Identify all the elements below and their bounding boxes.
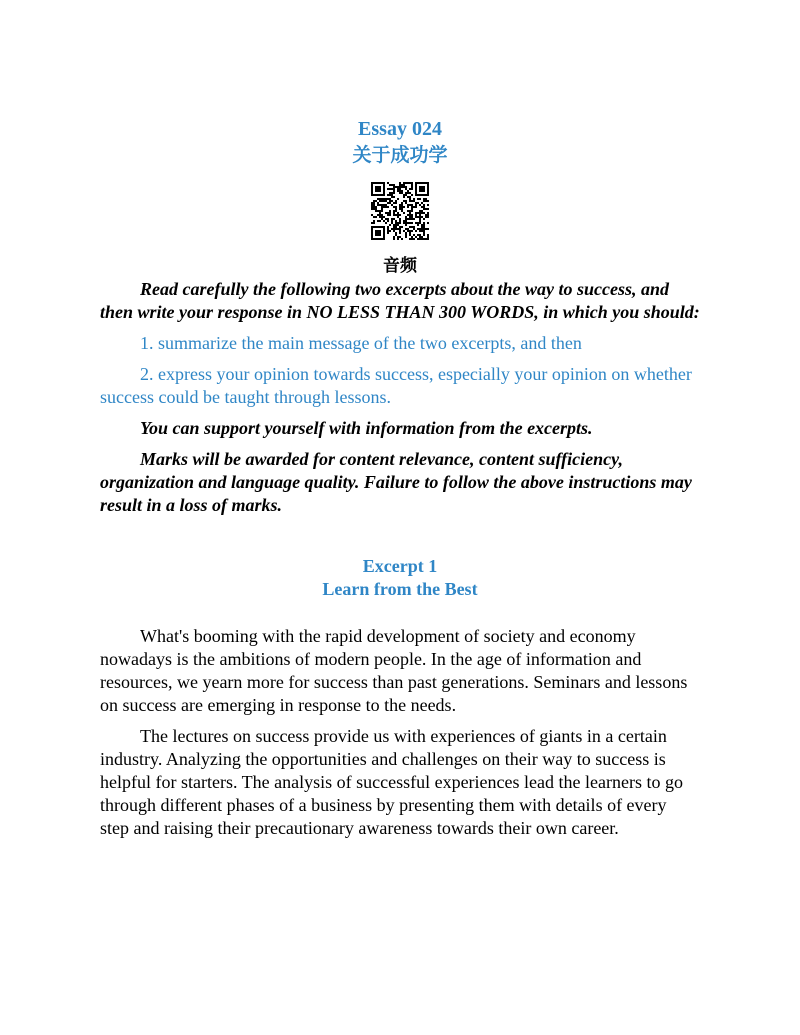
qr-code-icon[interactable] [371,182,429,240]
excerpt-1-paragraph-2: The lectures on success provide us with experiences of giants in a certain industry. Analyzing the opportunities and challenges on their way to success is helpful for starters. The analysis of successful experiences lead the learners to go through different phases of a business by presenting them with details of every step and raising their precautionary awareness towards their own career. [100,726,683,838]
instructions-marks: Marks will be awarded for content relevance, content sufficiency, organization and language quality. Failure to follow the above instructions may result in a loss of marks. [100,449,692,515]
excerpt-1-heading [100,555,700,601]
essay-header [100,116,700,168]
audio-label: 音频 [383,256,417,276]
excerpt-1-title: Learn from the Best [322,579,478,599]
instructions-lead: Read carefully the following two excerpts about the way to success, and then write your response in NO LESS THAN 300 WORDS, in which you should: [100,279,700,322]
excerpt-1-paragraph-1: What's booming with the rapid development of society and economy nowadays is the ambitions of modern people. In the age of information and resources, we yearn more for success than past generations. Seminars and lessons on success are emerging in response to the needs. [100,626,688,715]
essay-title: Essay 024 [358,118,442,140]
instruction-point-2: 2. express your opinion towards success, especially your opinion on whether success could be taught through lessons. [100,364,692,407]
instruction-point-1: 1. summarize the main message of the two excerpts, and then [140,333,582,353]
qr-code-container [100,182,700,240]
excerpt-1-label: Excerpt 1 [362,556,438,576]
essay-subtitle-chinese: 关于成功学 [352,144,448,166]
instructions-support: You can support yourself with information from the excerpts. [140,418,593,438]
